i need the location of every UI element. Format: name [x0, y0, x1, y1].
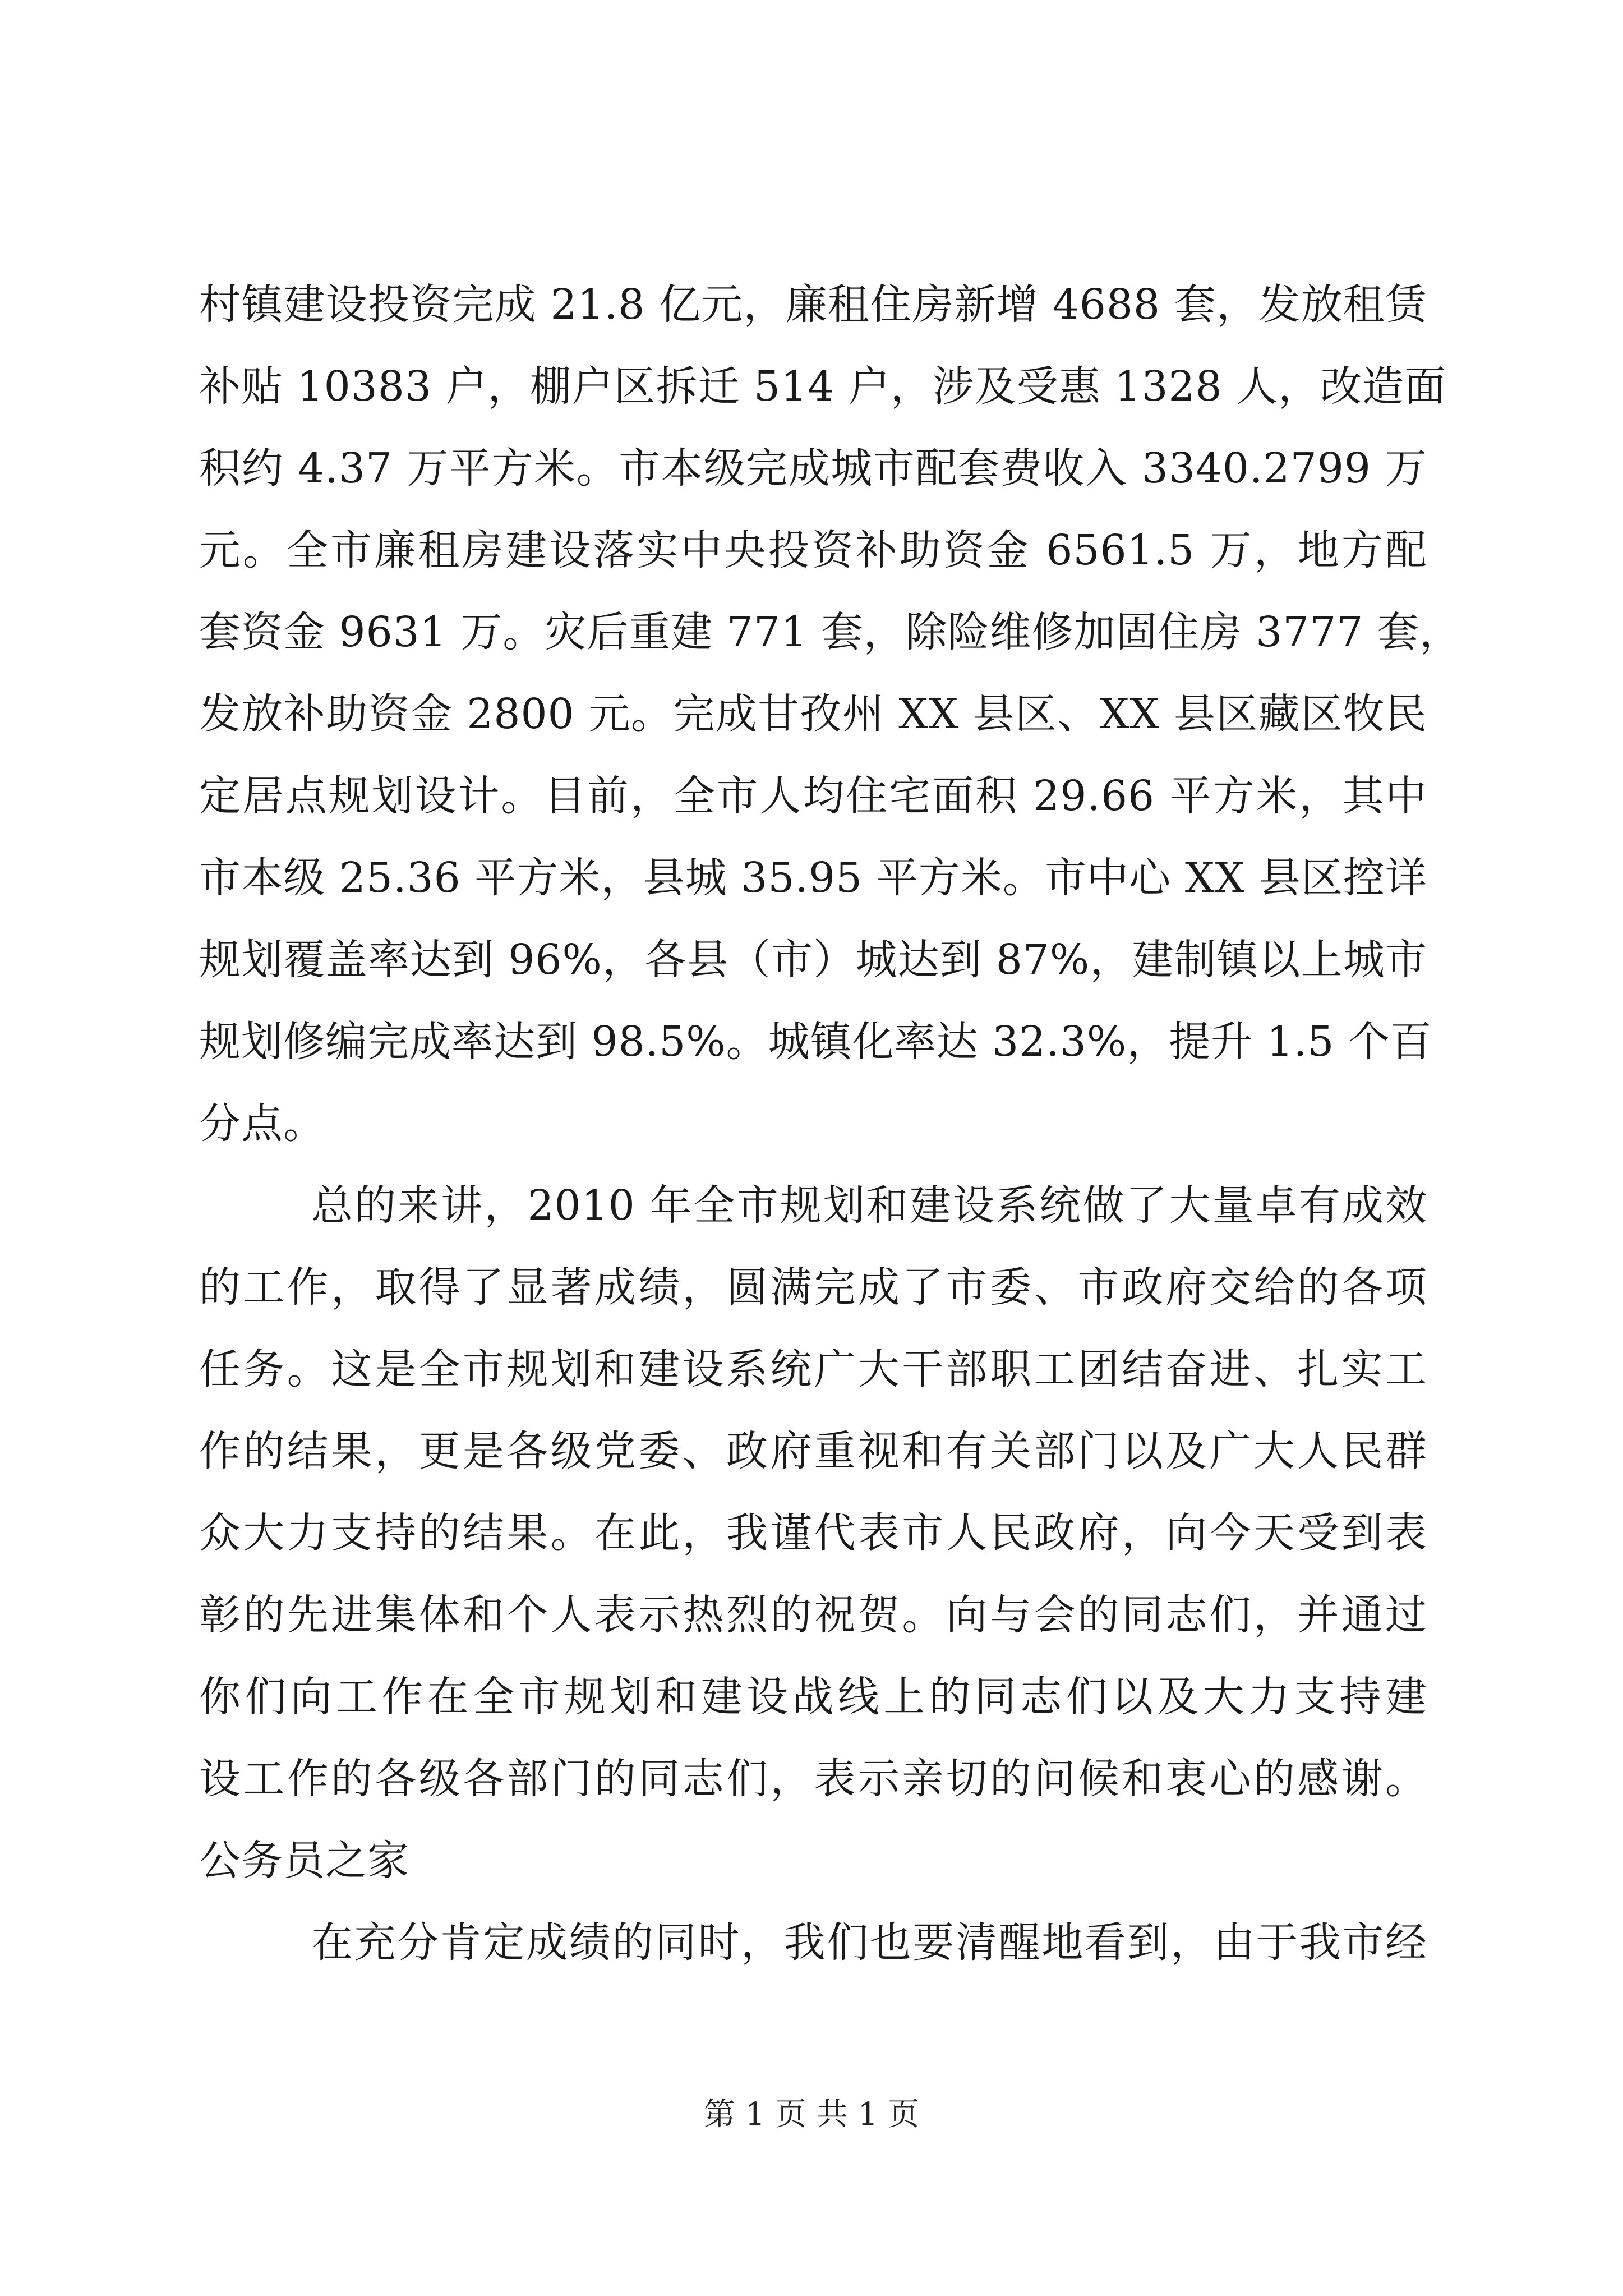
- text-line: 补贴 10383 户，棚户区拆迁 514 户，涉及受惠 1328 人，改造面: [199, 362, 1447, 411]
- paragraph: [199, 1902, 1427, 1984]
- text-line: 的工作，取得了显著成绩，圆满完成了市委、市政府交给的各项: [199, 1263, 1427, 1312]
- text-line: 村镇建设投资完成 21.8 亿元，廉租住房新增 4688 套，发放租赁: [199, 280, 1427, 329]
- text-line: 作的结果，更是各级党委、政府重视和有关部门以及广大人民群: [199, 1427, 1427, 1475]
- text-line: 规划修编完成率达到 98.5%。城镇化率达 32.3%，提升 1.5 个百: [199, 1018, 1432, 1066]
- text-line: 任务。这是全市规划和建设系统广大干部职工团结奋进、扎实工: [199, 1345, 1427, 1393]
- text-line: 积约 4.37 万平方米。市本级完成城市配套费收入 3340.2799 万: [199, 444, 1427, 493]
- text-line: 公务员之家: [199, 1837, 409, 1885]
- text-line: 众大力支持的结果。在此，我谨代表市人民政府，向今天受到表: [199, 1509, 1427, 1557]
- text-line: 发放补助资金 2800 元。完成甘孜州 XX 县区、XX 县区藏区牧民: [199, 690, 1427, 738]
- text-line: 规划覆盖率达到 96%，各县（市）城达到 87%，建制镇以上城市: [199, 936, 1427, 984]
- text-line: 分点。: [199, 1099, 325, 1148]
- text-line: 在充分肯定成绩的同时，我们也要清醒地看到，由于我市经: [311, 1918, 1427, 1967]
- text-line: 彰的先进集体和个人表示热烈的祝贺。向与会的同志们，并通过: [199, 1591, 1427, 1639]
- text-line: 总的来讲，2010 年全市规划和建设系统做了大量卓有成效: [311, 1181, 1427, 1230]
- text-line: 你们向工作在全市规划和建设战线上的同志们以及大力支持建: [199, 1673, 1427, 1721]
- text-line: 元。全市廉租房建设落实中央投资补助资金 6561.5 万，地方配: [199, 526, 1427, 574]
- paragraph: [199, 1165, 1427, 1902]
- text-line: 设工作的各级各部门的同志们，表示亲切的问候和衷心的感谢。: [199, 1755, 1427, 1803]
- paragraph: [199, 264, 1462, 1165]
- page-footer: 第 1 页 共 1 页: [703, 2096, 920, 2133]
- document-body: [199, 264, 1462, 1984]
- text-line: 套资金 9631 万。灾后重建 771 套，除险维修加固住房 3777 套，: [199, 608, 1462, 656]
- text-line: 市本级 25.36 平方米，县城 35.95 平方米。市中心 XX 县区控详: [199, 854, 1427, 902]
- text-line: 定居点规划设计。目前，全市人均住宅面积 29.66 平方米，其中: [199, 772, 1427, 820]
